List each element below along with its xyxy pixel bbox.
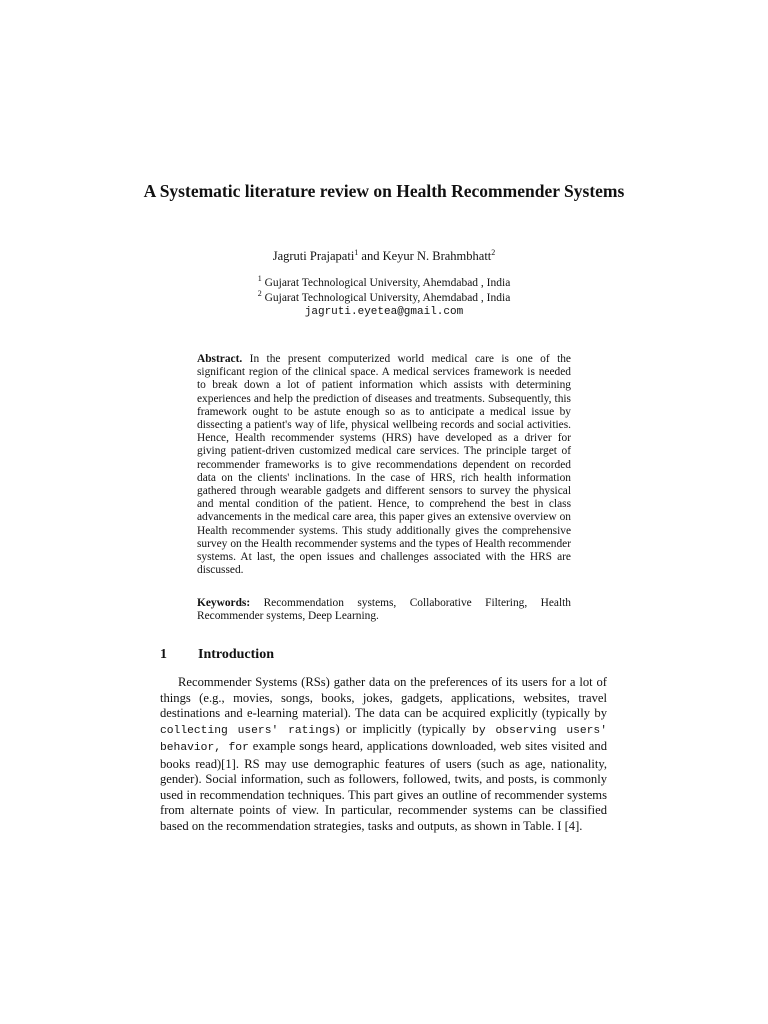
affiliation-block <box>140 276 628 320</box>
author-name: Jagruti Prajapati <box>272 249 355 263</box>
intro-monospace-text: collecting users' ratings <box>160 724 336 737</box>
introduction-body <box>160 675 607 834</box>
section-number: 1 <box>160 647 167 662</box>
affiliation-text: Gujarat Technological University, Ahemdabad , India <box>261 277 511 289</box>
author-email: jagruti.eyetea@gmail.com <box>304 306 464 318</box>
affiliation-text: Gujarat Technological University, Ahemdabad , India <box>261 291 511 304</box>
author-name: Keyur N. Brahmbhatt <box>382 249 492 263</box>
author-superscript: 1 <box>354 247 359 257</box>
intro-text: example songs heard, applications downloaded, web sites visited and books read)[1]. RS may use demographic features of users (such as age, nationality, gender). Social information, such as followers, followed, twits, and posts, is commonly used in recommendation techniques. This part gives an outline of recommender systems from alternate points of view. In particular, recommender systems can be classified based on the recommendation strategies, tasks and outputs, as shown in Table. I [4]. <box>160 739 607 833</box>
author-line <box>140 248 628 264</box>
keywords-paragraph <box>197 597 571 623</box>
paper-title: A Systematic literature review on Health Recommender Systems <box>143 181 625 201</box>
intro-paragraph <box>160 675 607 834</box>
abstract-label: Abstract. <box>197 353 243 365</box>
abstract-paragraph <box>197 353 571 577</box>
keywords-label: Keywords: <box>197 597 251 609</box>
intro-monospace-text: by observing users' behavior, for <box>160 724 607 754</box>
intro-text: ) or implicitly (typically <box>335 721 473 736</box>
abstract-block <box>197 353 571 577</box>
author-superscript: 2 <box>491 247 496 257</box>
keywords-block <box>197 597 571 623</box>
abstract-text: In the present computerized world medical care is one of the significant region of the clinical space. A medical services framework is needed to break down a lot of patient information which assists with determining experiences and help the prediction of diseases and treatments. Subsequently, this framework ought to be astute enough so as to anticipate a medical issue by dissecting a patient's way of life, physical wellbeing records and social activities. Hence, Health recommender systems (HRS) have developed as a driver for giving patient-driven customized medical care services. The principle target of recommender frameworks is to give recommendations dependent on recorded data on the clients' inclinations. In the case of HRS, rich health information gathered through wearable gadgets and different sensors to survey the physical and mental condition of the patient. Hence, to comprehend the best in class advancements in the medical care area, this paper gives an extensive overview on Health recommender systems. This study additionally gives the comprehensive survey on the Health recommender systems and the types of Health recommender systems. At last, the open issues and challenges associated with the HRS are discussed. <box>197 353 571 577</box>
affiliation-line <box>140 276 628 291</box>
keywords-text: Recommendation systems, Collaborative Filtering, Health Recommender systems, Deep Learning. <box>197 597 571 623</box>
section-title: Introduction <box>198 647 274 662</box>
affiliation-superscript: 1 <box>257 274 262 284</box>
affiliation-superscript: 2 <box>257 288 262 298</box>
section-heading <box>160 646 274 664</box>
author-connector: and <box>358 249 383 263</box>
intro-text: Recommender Systems (RSs) gather data on the preferences of its users for a lot of things (e.g., movies, songs, books, jokes, gadgets, applications, websites, travel destinations and e-learning material). The data can be acquired explicitly (typically by <box>160 675 607 720</box>
affiliation-line <box>140 288 628 306</box>
